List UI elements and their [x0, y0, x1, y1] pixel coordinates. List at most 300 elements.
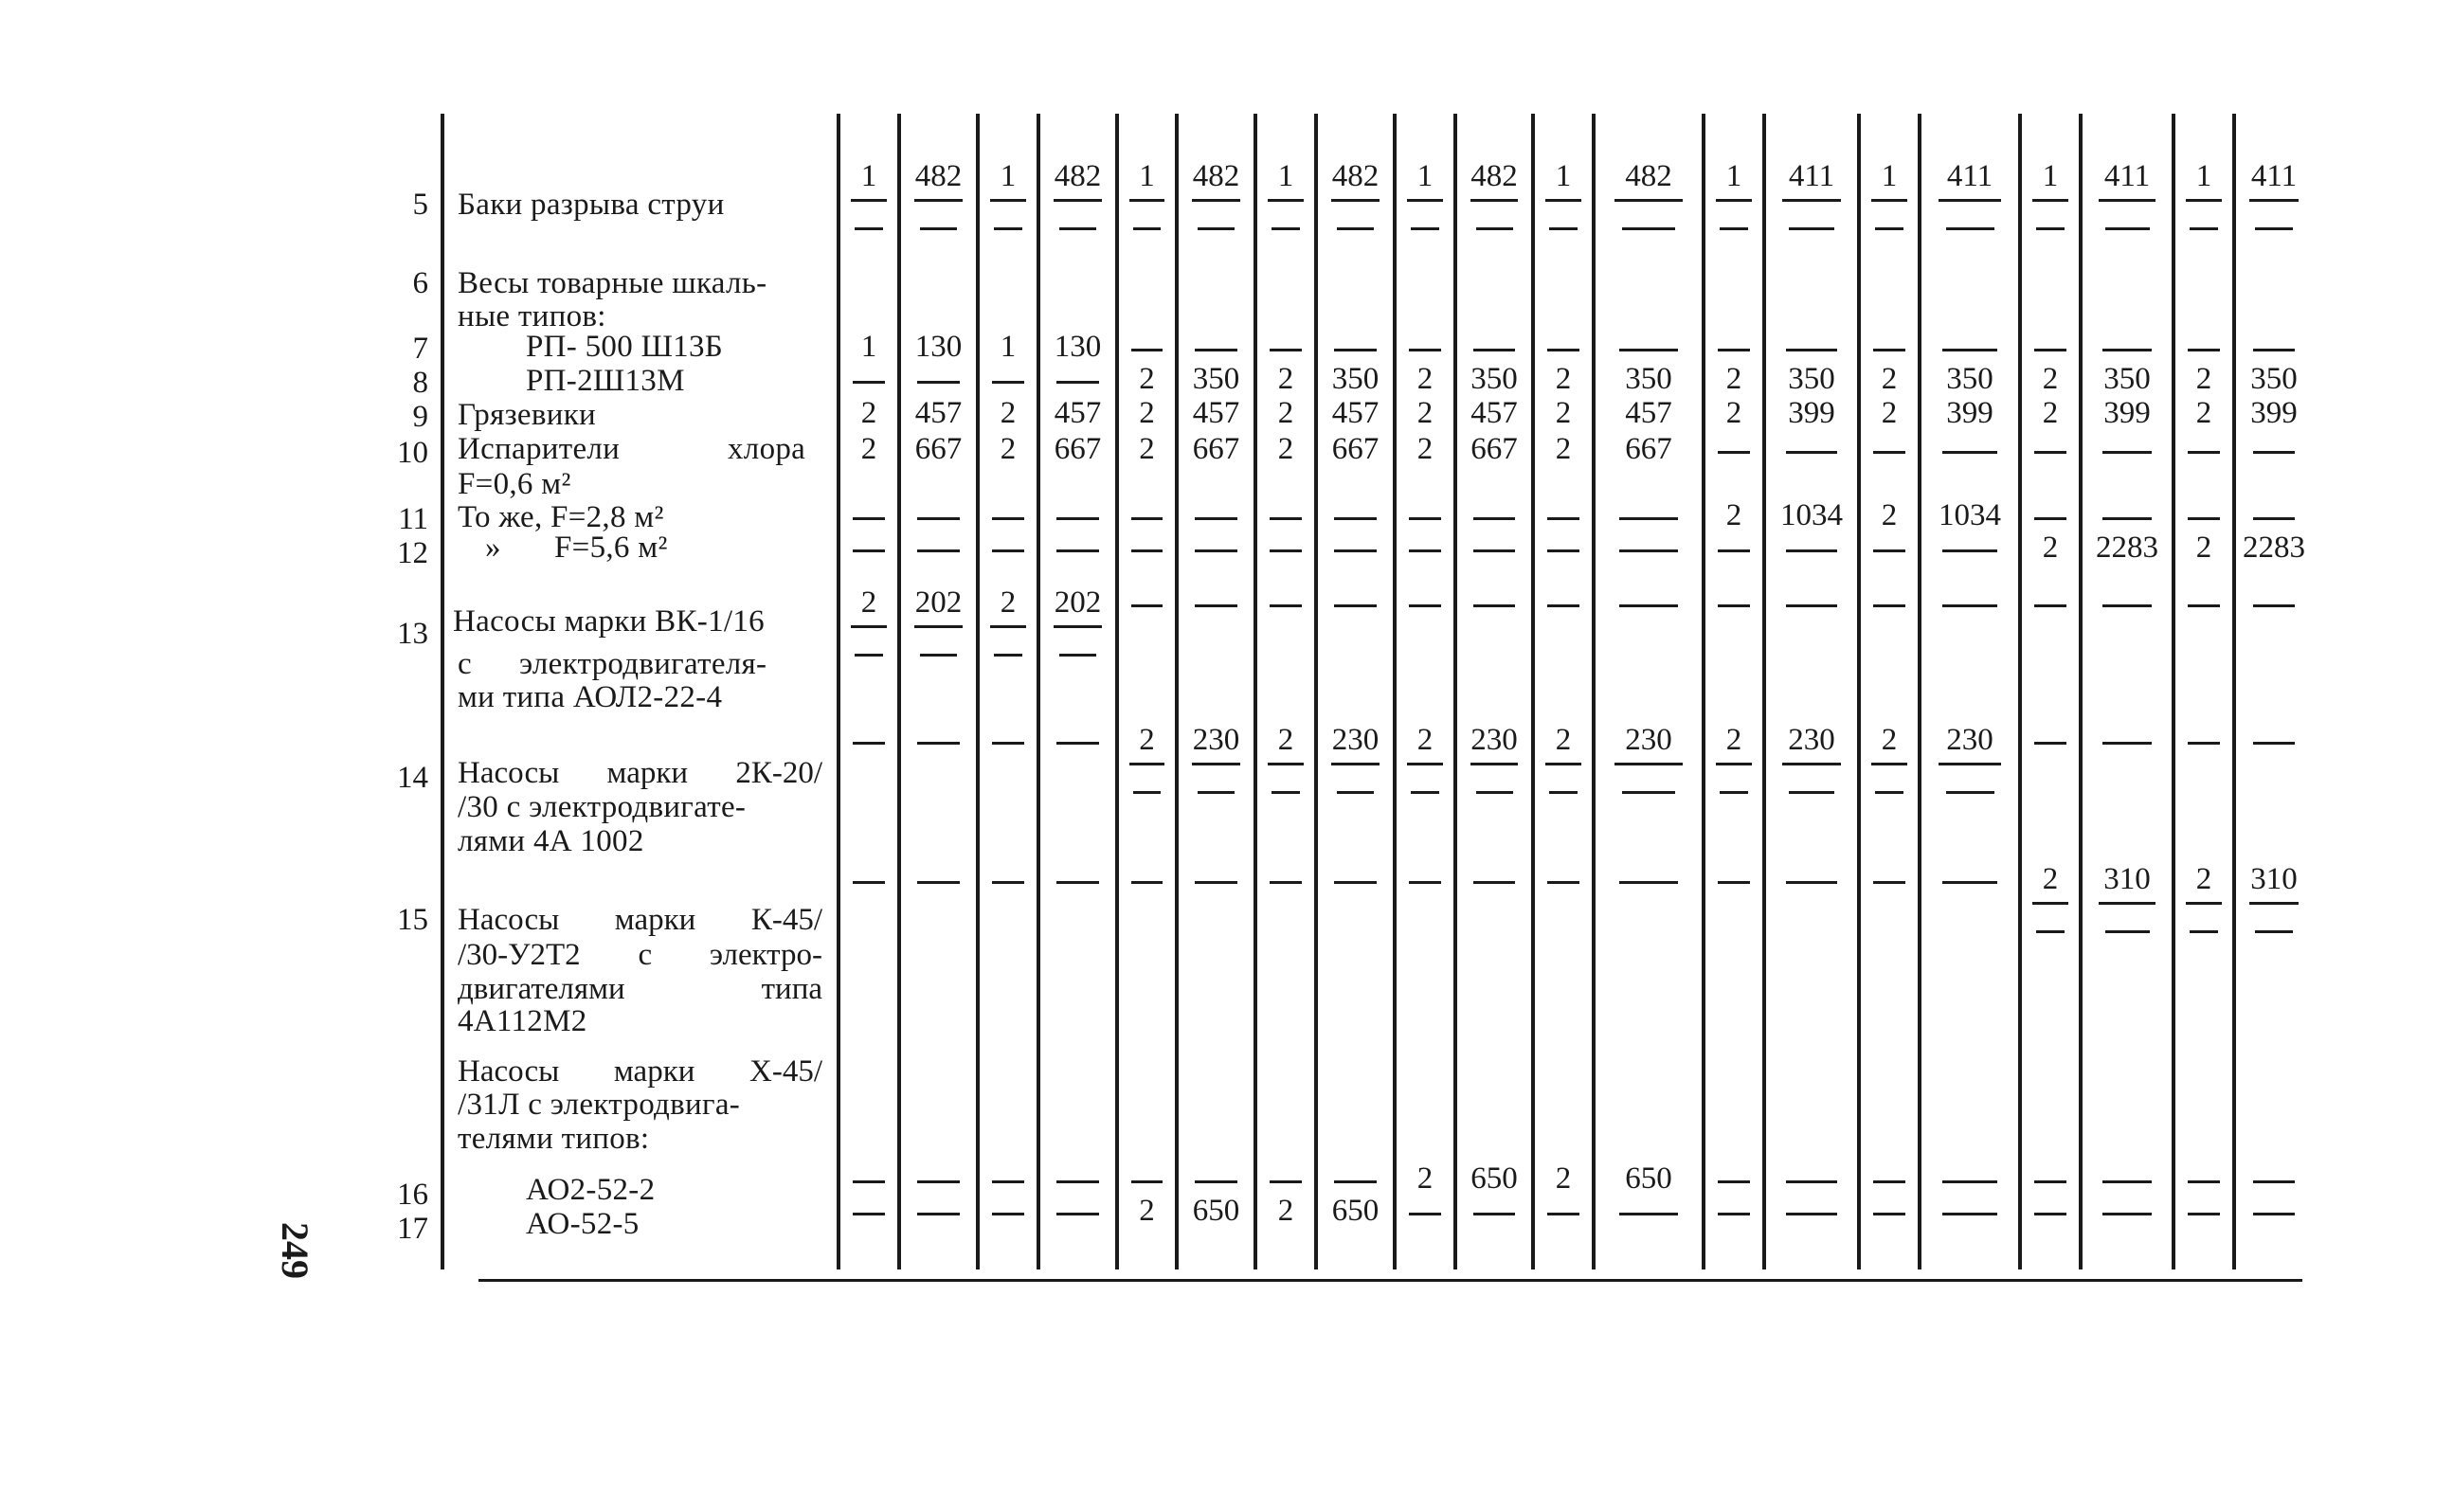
row-13-label: ми типа АОЛ2-22-4	[458, 680, 723, 714]
column-rule	[1314, 114, 1318, 1269]
count-cell-dash	[1547, 517, 1579, 520]
row-17-label: АО-52-5	[526, 1207, 640, 1241]
count-cell: 2	[1881, 498, 1898, 532]
value-cell-underline	[2099, 199, 2155, 202]
count-cell-dash	[1718, 1213, 1750, 1215]
value-cell-dash	[1195, 549, 1236, 552]
count-cell-dash	[2188, 742, 2220, 745]
column-rule	[1393, 114, 1397, 1269]
value-cell-underline	[1331, 199, 1380, 202]
count-cell: 2	[1881, 362, 1898, 396]
value-cell-underline	[1192, 763, 1240, 765]
count-cell-underline	[851, 625, 887, 628]
value-cell-underline	[1470, 763, 1518, 765]
value-cell: 230	[1625, 723, 1672, 757]
value-cell-dash	[917, 517, 959, 520]
row-number: 14	[397, 761, 428, 795]
count-cell: 2	[1555, 362, 1572, 396]
count-cell-dash	[2034, 742, 2066, 745]
count-cell-dash	[1270, 549, 1302, 552]
count-cell-dash	[853, 881, 885, 884]
row-5-label: Баки разрыва струи	[458, 188, 725, 222]
count-cell-dash	[1409, 604, 1441, 607]
value-cell-dash	[1473, 881, 1515, 884]
value-cell: 310	[2250, 862, 2298, 896]
row-number: 12	[397, 536, 428, 570]
value-cell-dash	[1334, 881, 1376, 884]
count-cell-dash	[1131, 517, 1163, 520]
count-cell-dash	[1873, 549, 1905, 552]
column-rule	[1762, 114, 1766, 1269]
count-cell: 2	[860, 396, 877, 430]
label-word: с	[638, 938, 653, 972]
value-cell: 482	[1331, 159, 1380, 193]
value-cell-dash	[1942, 604, 1996, 607]
count-cell-dash	[1718, 549, 1750, 552]
value-cell-dash	[1056, 742, 1098, 745]
count-cell: 2	[1555, 1161, 1572, 1196]
value-cell-dash	[1786, 451, 1837, 454]
count-cell-dash	[992, 1180, 1024, 1183]
value-cell: 482	[1192, 159, 1240, 193]
count-cell-underline	[2032, 902, 2068, 905]
value-cell: 457	[1054, 396, 1102, 430]
count-cell-dash	[2034, 604, 2066, 607]
value-cell-denominator-dash	[920, 654, 958, 657]
column-rule	[1702, 114, 1705, 1269]
value-cell-dash	[1195, 604, 1236, 607]
value-cell: 457	[1192, 396, 1240, 430]
value-cell: 2283	[2243, 531, 2305, 565]
value-cell-dash	[1473, 1213, 1515, 1215]
count-cell-underline	[1407, 199, 1443, 202]
column-rule	[1453, 114, 1457, 1269]
value-cell: 350	[2250, 362, 2298, 396]
value-cell-underline	[1614, 763, 1683, 765]
count-cell: 2	[1416, 396, 1434, 430]
count-cell-dash	[853, 742, 885, 745]
value-cell: 2283	[2096, 531, 2158, 565]
column-rule	[837, 114, 840, 1269]
value-cell-dash	[1942, 881, 1996, 884]
value-cell-denominator-dash	[1059, 227, 1097, 230]
value-cell: 399	[1946, 396, 1993, 430]
count-cell-dash	[1873, 1213, 1905, 1215]
value-cell-dash	[917, 549, 959, 552]
bottom-rule	[478, 1279, 2302, 1282]
value-cell: 411	[1788, 159, 1835, 193]
label-word: /30-У2Т2	[458, 938, 581, 972]
value-cell-denominator-dash	[1337, 791, 1375, 794]
count-cell-denominator-dash	[1411, 227, 1439, 230]
value-cell-denominator-dash	[2255, 930, 2293, 933]
value-cell-denominator-dash	[1622, 791, 1675, 794]
row-number: 13	[397, 617, 428, 651]
value-cell: 399	[2250, 396, 2298, 430]
count-cell-dash	[853, 1180, 885, 1183]
label-word: Насосы	[458, 903, 560, 937]
column-rule	[897, 114, 901, 1269]
value-cell-dash	[1619, 349, 1679, 351]
count-cell-underline	[1871, 199, 1907, 202]
value-cell-dash	[1786, 349, 1837, 351]
count-cell-underline	[1407, 763, 1443, 765]
value-cell: 399	[2103, 396, 2151, 430]
count-cell: 2	[2042, 862, 2059, 896]
count-cell-dash	[992, 549, 1024, 552]
value-cell: 667	[1625, 432, 1672, 466]
value-cell: 230	[1192, 723, 1240, 757]
value-cell-denominator-dash	[1337, 227, 1375, 230]
value-cell-dash	[2102, 1180, 2153, 1183]
value-cell: 457	[1470, 396, 1518, 430]
value-cell: 411	[2103, 159, 2151, 193]
count-cell: 2	[2195, 531, 2212, 565]
count-cell-dash	[2188, 1180, 2220, 1183]
value-cell-dash	[917, 881, 959, 884]
row-number: 7	[412, 332, 428, 366]
column-rule	[1592, 114, 1596, 1269]
count-cell: 2	[1725, 396, 1742, 430]
count-cell-dash	[2188, 604, 2220, 607]
count-cell: 1	[1000, 159, 1017, 193]
count-cell-dash	[1873, 604, 1905, 607]
value-cell-denominator-dash	[920, 227, 958, 230]
row-15-label: 4А112М2	[458, 1004, 587, 1038]
value-cell: 350	[1625, 362, 1672, 396]
value-cell-dash	[917, 742, 959, 745]
count-cell: 2	[860, 432, 877, 466]
value-cell-dash	[1786, 1180, 1837, 1183]
count-cell: 2	[1277, 432, 1294, 466]
label-word: марки	[613, 1054, 695, 1089]
value-cell: 457	[1331, 396, 1380, 430]
count-cell: 2	[1277, 723, 1294, 757]
count-cell: 2	[1416, 362, 1434, 396]
label-word: К-45/	[750, 903, 822, 937]
count-cell: 2	[1555, 432, 1572, 466]
label-word: типа	[761, 972, 822, 1006]
row-16-label: АО2-52-2	[526, 1173, 656, 1207]
count-cell-underline	[851, 199, 887, 202]
count-cell-denominator-dash	[1720, 791, 1748, 794]
value-cell: 350	[1192, 362, 1240, 396]
count-cell-underline	[1545, 763, 1581, 765]
value-cell: 230	[1470, 723, 1518, 757]
count-cell: 2	[2195, 862, 2212, 896]
value-cell: 411	[2250, 159, 2298, 193]
count-cell-denominator-dash	[1720, 227, 1748, 230]
count-cell: 2	[1139, 362, 1155, 396]
value-cell: 650	[1331, 1194, 1380, 1228]
row-h-label: телями типов:	[458, 1122, 650, 1156]
row-11-label: То же, F=2,8 м²	[458, 500, 664, 534]
value-cell-dash	[1195, 517, 1236, 520]
count-cell-denominator-dash	[1133, 227, 1162, 230]
count-cell: 2	[1277, 362, 1294, 396]
count-cell-denominator-dash	[2036, 930, 2065, 933]
value-cell-dash	[1473, 349, 1515, 351]
column-rule	[2079, 114, 2083, 1269]
value-cell-dash	[1056, 881, 1098, 884]
value-cell-dash	[1619, 604, 1679, 607]
count-cell: 2	[860, 585, 877, 620]
value-cell: 667	[1054, 432, 1102, 466]
count-cell: 2	[2195, 396, 2212, 430]
value-cell: 1034	[1939, 498, 2001, 532]
value-cell-dash	[1619, 549, 1679, 552]
count-cell: 1	[1000, 330, 1017, 364]
value-cell: 350	[1788, 362, 1835, 396]
count-cell: 2	[1725, 362, 1742, 396]
count-cell-underline	[1871, 763, 1907, 765]
row-13-label: электродвигателя-	[519, 647, 767, 681]
row-14-label: /30 с электродвигате-	[458, 790, 747, 824]
count-cell-denominator-dash	[855, 654, 883, 657]
row-number: 10	[397, 436, 428, 470]
value-cell-underline	[2249, 199, 2298, 202]
count-cell-dash	[1270, 517, 1302, 520]
count-cell-dash	[1718, 1180, 1750, 1183]
count-cell-dash	[992, 881, 1024, 884]
count-cell: 2	[1139, 723, 1155, 757]
count-cell: 1	[1277, 159, 1294, 193]
value-cell: 667	[914, 432, 963, 466]
value-cell-dash	[1473, 549, 1515, 552]
count-cell: 2	[1000, 585, 1017, 620]
count-cell-dash	[1409, 549, 1441, 552]
value-cell: 457	[914, 396, 963, 430]
label-word: двигателями	[458, 972, 625, 1006]
value-cell-underline	[1054, 625, 1102, 628]
count-cell-underline	[2186, 902, 2222, 905]
value-cell-dash	[2102, 604, 2153, 607]
count-cell-underline	[1716, 199, 1752, 202]
count-cell-dash	[2034, 1213, 2066, 1215]
column-rule	[2172, 114, 2175, 1269]
value-cell-underline	[1470, 199, 1518, 202]
count-cell: 2	[2042, 396, 2059, 430]
count-cell: 2	[1416, 432, 1434, 466]
count-cell: 1	[1555, 159, 1572, 193]
column-rule	[1531, 114, 1535, 1269]
count-cell-dash	[2034, 1180, 2066, 1183]
row-15-label	[458, 905, 822, 936]
value-cell: 310	[2103, 862, 2151, 896]
count-cell: 2	[1881, 396, 1898, 430]
label-word: 2К-20/	[735, 756, 822, 790]
value-cell-dash	[2253, 1180, 2296, 1183]
count-cell-denominator-dash	[994, 227, 1022, 230]
value-cell-denominator-dash	[2105, 227, 2150, 230]
count-cell-dash	[1873, 451, 1905, 454]
column-rule	[1037, 114, 1040, 1269]
count-cell-dash	[1270, 349, 1302, 351]
count-cell-underline	[990, 625, 1026, 628]
count-cell-dash	[853, 549, 885, 552]
count-cell-underline	[2032, 199, 2068, 202]
row-14-label	[458, 758, 822, 789]
value-cell-underline	[1614, 199, 1683, 202]
column-rule	[1254, 114, 1257, 1269]
value-cell: 350	[1946, 362, 1993, 396]
value-cell: 202	[914, 585, 963, 620]
value-cell-dash	[1473, 604, 1515, 607]
label-word: электро-	[709, 938, 822, 972]
value-cell-denominator-dash	[2255, 227, 2293, 230]
count-cell-dash	[2034, 349, 2066, 351]
row-10-label: F=0,6 м²	[458, 467, 571, 501]
count-cell: 2	[1416, 1161, 1434, 1196]
count-cell-denominator-dash	[1272, 227, 1300, 230]
count-cell-denominator-dash	[1549, 791, 1578, 794]
value-cell-dash	[2253, 451, 2296, 454]
row-15-label	[458, 974, 822, 1005]
row-number: 15	[397, 903, 428, 937]
count-cell-dash	[1718, 349, 1750, 351]
value-cell: 650	[1625, 1161, 1672, 1196]
value-cell-denominator-dash	[1059, 654, 1097, 657]
value-cell-underline	[1054, 199, 1102, 202]
count-cell-dash	[1131, 604, 1163, 607]
row-6-label: Весы товарные шкаль-	[458, 266, 767, 300]
row-number: 6	[412, 266, 428, 300]
count-cell-denominator-dash	[2190, 227, 2218, 230]
count-cell: 1	[2195, 159, 2212, 193]
row-15-label	[458, 940, 822, 971]
count-cell-dash	[1131, 881, 1163, 884]
count-cell: 1	[1881, 159, 1898, 193]
count-cell-dash	[1718, 451, 1750, 454]
count-cell-underline	[2186, 199, 2222, 202]
value-cell: 350	[1470, 362, 1518, 396]
count-cell: 2	[1416, 723, 1434, 757]
count-cell: 2	[1725, 723, 1742, 757]
row-h-label	[458, 1056, 822, 1088]
value-cell: 411	[1946, 159, 1993, 193]
value-cell: 350	[2103, 362, 2151, 396]
count-cell: 2	[1725, 498, 1742, 532]
row-7-label: РП- 500 Ш13Б	[526, 330, 724, 364]
value-cell-underline	[1939, 199, 2000, 202]
count-cell: 2	[2042, 362, 2059, 396]
count-cell: 2	[1139, 432, 1155, 466]
row-10-label: хлора	[728, 432, 806, 466]
value-cell-dash	[1786, 549, 1837, 552]
count-cell-dash	[853, 517, 885, 520]
value-cell-underline	[1782, 199, 1840, 202]
value-cell-dash	[1942, 1213, 1996, 1215]
value-cell-dash	[1056, 517, 1098, 520]
value-cell-underline	[1192, 199, 1240, 202]
column-rule	[1918, 114, 1921, 1269]
count-cell-dash	[1718, 604, 1750, 607]
value-cell-dash	[1334, 349, 1376, 351]
count-cell: 2	[1277, 396, 1294, 430]
value-cell-dash	[1334, 517, 1376, 520]
row-6-label: ные типов:	[458, 299, 606, 333]
count-cell: 2	[1000, 396, 1017, 430]
value-cell-dash	[2102, 517, 2153, 520]
value-cell-dash	[2253, 349, 2296, 351]
value-cell-dash	[1619, 517, 1679, 520]
count-cell-dash	[1547, 881, 1579, 884]
count-cell: 2	[1555, 396, 1572, 430]
row-9-label: Грязевики	[458, 398, 596, 432]
row-number: 9	[412, 400, 428, 434]
count-cell-dash	[1270, 1180, 1302, 1183]
count-cell: 2	[1555, 723, 1572, 757]
count-cell-dash	[992, 517, 1024, 520]
value-cell-denominator-dash	[1789, 227, 1834, 230]
value-cell-underline	[1939, 763, 2000, 765]
value-cell-dash	[2102, 349, 2153, 351]
count-cell-underline	[1716, 763, 1752, 765]
value-cell-dash	[1942, 349, 1996, 351]
column-rule	[976, 114, 980, 1269]
value-cell: 230	[1788, 723, 1835, 757]
value-cell-underline	[2249, 902, 2298, 905]
value-cell-dash	[1056, 1180, 1098, 1183]
label-word: Насосы	[458, 756, 560, 790]
count-cell-underline	[1268, 763, 1304, 765]
value-cell-dash	[1195, 349, 1236, 351]
count-cell-dash	[2188, 349, 2220, 351]
value-cell-underline	[1782, 763, 1840, 765]
row-number: 8	[412, 366, 428, 400]
count-cell-dash	[1409, 881, 1441, 884]
value-cell: 667	[1192, 432, 1240, 466]
value-cell-denominator-dash	[1476, 227, 1513, 230]
count-cell-dash	[1547, 549, 1579, 552]
count-cell: 1	[1416, 159, 1434, 193]
count-cell: 2	[2042, 531, 2059, 565]
count-cell-dash	[1873, 349, 1905, 351]
label-word: Х-45/	[749, 1054, 822, 1089]
value-cell: 650	[1470, 1161, 1518, 1196]
value-cell-dash	[2102, 1213, 2153, 1215]
count-cell-dash	[1270, 881, 1302, 884]
count-cell-denominator-dash	[1411, 791, 1439, 794]
count-cell-dash	[992, 742, 1024, 745]
value-cell-dash	[1056, 549, 1098, 552]
value-cell-dash	[1334, 549, 1376, 552]
value-cell-dash	[1786, 1213, 1837, 1215]
value-cell-dash	[917, 1180, 959, 1183]
value-cell-denominator-dash	[1946, 227, 1994, 230]
count-cell-underline	[1129, 763, 1165, 765]
value-cell: 482	[1470, 159, 1518, 193]
count-cell-dash	[1131, 349, 1163, 351]
count-cell: 1	[860, 330, 877, 364]
value-cell-dash	[2253, 517, 2296, 520]
value-cell-dash	[2102, 451, 2153, 454]
value-cell: 350	[1331, 362, 1380, 396]
value-cell: 230	[1331, 723, 1380, 757]
count-cell-dash	[1547, 1213, 1579, 1215]
value-cell-dash	[2253, 1213, 2296, 1215]
count-cell: 1	[2042, 159, 2059, 193]
value-cell-dash	[1942, 549, 1996, 552]
count-cell-denominator-dash	[1549, 227, 1578, 230]
label-word: Насосы	[458, 1054, 560, 1089]
count-cell-denominator-dash	[2036, 227, 2065, 230]
count-cell: 1	[1139, 159, 1155, 193]
value-cell-dash	[1942, 451, 1996, 454]
count-cell: 2	[1000, 432, 1017, 466]
value-cell-denominator-dash	[1946, 791, 1994, 794]
count-cell-dash	[2034, 517, 2066, 520]
